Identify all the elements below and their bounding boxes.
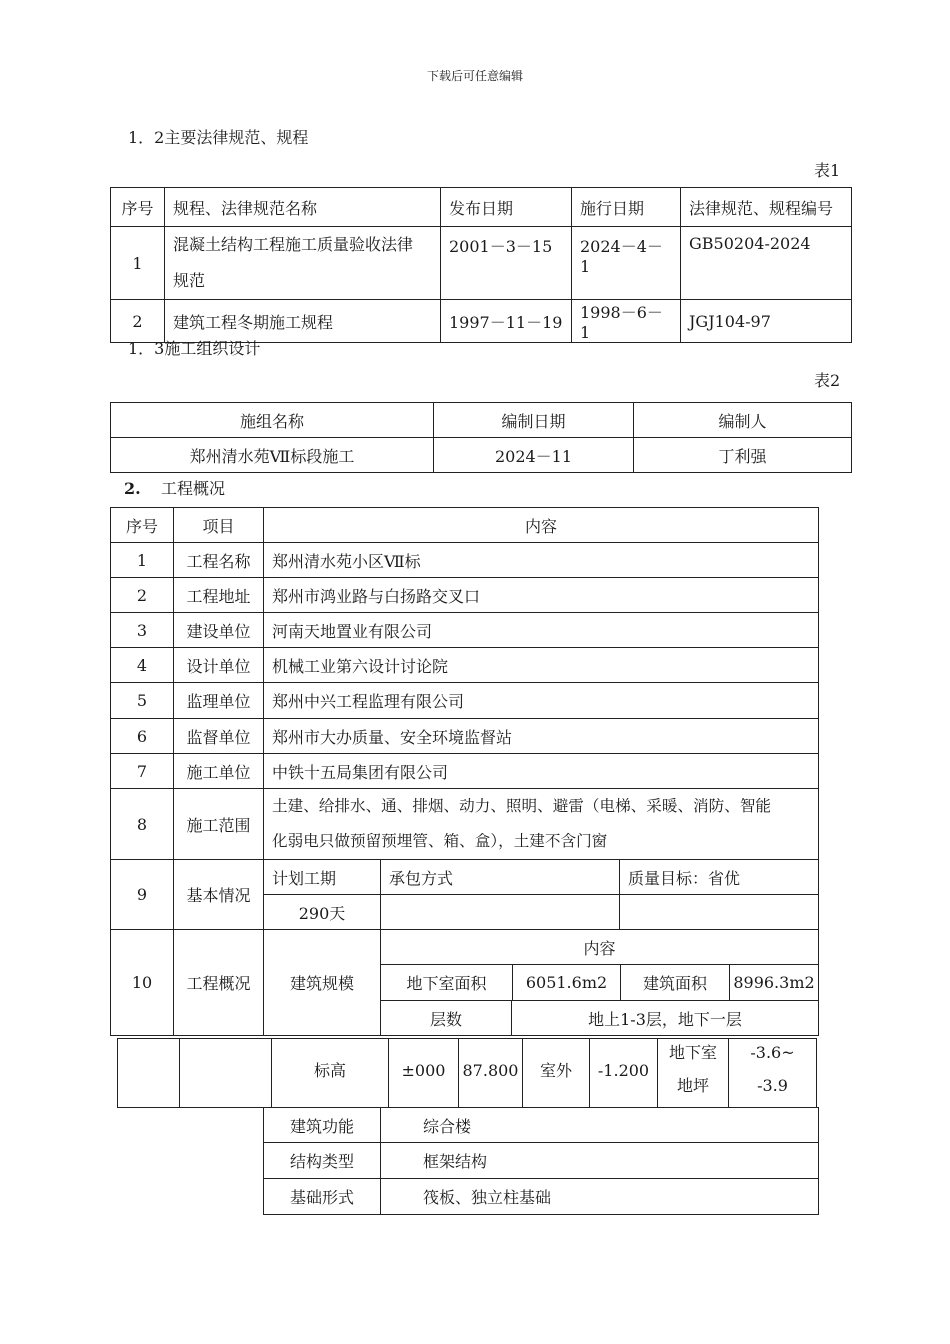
item-content: 土建、给排水、通、排烟、动力、照明、避雷（电梯、采暖、消防、智能 化弱电只做预留预埋管、箱、盒），土建不含门窗	[264, 789, 819, 860]
basement-floor-value-1: -3.6~	[750, 1043, 795, 1062]
design-date: 2024－11	[434, 438, 634, 473]
building-area-value: 8996.3m2	[733, 973, 815, 992]
basement-area-label: 地下室面积	[406, 974, 487, 993]
table-row	[111, 930, 819, 965]
table-project-overview	[110, 507, 819, 1036]
item-label: 监理单位	[174, 683, 264, 719]
row-number: 2	[111, 300, 165, 343]
law-code: GB50204-2024	[681, 227, 852, 300]
item-content: 郑州清水苑小区Ⅶ标	[264, 543, 819, 578]
table-row	[111, 227, 852, 300]
table-row	[111, 438, 852, 473]
table-building-details	[263, 1107, 819, 1215]
header-cell: 项目	[174, 508, 264, 543]
header-cell: 施行日期	[572, 188, 681, 227]
item-label: 设计单位	[174, 648, 264, 683]
law-code: JGJ104-97	[681, 300, 852, 343]
building-area-label: 建筑面积	[642, 974, 707, 993]
table-row	[111, 648, 819, 683]
row-number: 10	[111, 930, 174, 1036]
table-row	[111, 578, 819, 613]
table-row	[111, 719, 819, 754]
table-laws	[110, 187, 852, 343]
table-row	[264, 1143, 819, 1179]
structure-value: 框架结构	[381, 1143, 819, 1179]
basement-floor-label-2: 地坪	[676, 1076, 709, 1095]
table-row	[111, 508, 819, 543]
function-label: 建筑功能	[264, 1108, 381, 1143]
outdoor-label: 室外	[539, 1061, 572, 1080]
item-content: 郑州市鸿业路与白扬路交叉口	[264, 578, 819, 613]
plan-duration-value: 290天	[264, 895, 381, 930]
header-cell: 施组名称	[111, 403, 434, 438]
header-cell: 发布日期	[441, 188, 572, 227]
table-row	[111, 300, 852, 343]
item-content: 河南天地置业有限公司	[264, 613, 819, 648]
foundation-label: 基础形式	[264, 1179, 381, 1215]
table-row	[111, 188, 852, 227]
function-value: 综合楼	[381, 1108, 819, 1143]
item-content: 郑州中兴工程监理有限公司	[264, 683, 819, 719]
row-number: 1	[111, 227, 165, 300]
outdoor-value: -1.200	[597, 1061, 650, 1080]
row-number: 1	[111, 543, 174, 578]
table-row	[111, 754, 819, 789]
row-number: 7	[111, 754, 174, 789]
basement-floor-label-1: 地下室	[668, 1043, 717, 1062]
elevation-zero: ±000	[401, 1061, 446, 1080]
row-number: 3	[111, 613, 174, 648]
section-2-title: 工程概况	[161, 479, 226, 498]
plan-duration-label: 计划工期	[264, 860, 381, 895]
header-cell: 编制人	[634, 403, 852, 438]
item-label: 施工单位	[174, 754, 264, 789]
law-name: 建筑工程冬期施工规程	[165, 300, 441, 343]
law-name: 混凝土结构工程施工质量验收法律 规范	[165, 227, 441, 300]
quality-target-value	[620, 895, 819, 930]
header-cell: 法律规范、规程编号	[681, 188, 852, 227]
effective-date: 1998－6－1	[572, 300, 681, 343]
table-row	[111, 860, 819, 895]
header-cell: 内容	[264, 508, 819, 543]
contract-mode-label: 承包方式	[381, 860, 620, 895]
foundation-value: 筏板、独立柱基础	[381, 1179, 819, 1215]
design-name: 郑州清水苑Ⅶ标段施工	[111, 438, 434, 473]
design-author: 丁利强	[634, 438, 852, 473]
scale-label: 建筑规模	[264, 930, 381, 1036]
publish-date: 1997－11－19	[441, 300, 572, 343]
table-row	[111, 683, 819, 719]
elevation-value: 87.800	[462, 1061, 519, 1080]
section-1-2-title: 1．2主要法律规范、规程	[128, 128, 309, 147]
section-1-3-title: 1．3施工组织设计	[128, 339, 261, 358]
basement-floor-value-2: -3.9	[757, 1076, 788, 1095]
table-construction-design	[110, 402, 852, 473]
table-row	[111, 789, 819, 860]
item-content: 郑州市大办质量、安全环境监督站	[264, 719, 819, 754]
header-note: 下载后可任意编辑	[426, 69, 523, 83]
row-number: 5	[111, 683, 174, 719]
table1-label: 表1	[814, 161, 841, 180]
quality-target: 质量目标：省优	[620, 860, 819, 895]
basement-area-value: 6051.6m2	[525, 973, 608, 992]
content-header: 内容	[381, 930, 819, 965]
item-content: 中铁十五局集团有限公司	[264, 754, 819, 789]
table-row	[264, 1179, 819, 1215]
header-cell: 序号	[111, 188, 165, 227]
item-label: 工程概况	[174, 930, 264, 1036]
contract-mode-value	[381, 895, 620, 930]
header-cell: 序号	[111, 508, 174, 543]
floors-label: 层数	[381, 1001, 512, 1036]
row-number: 6	[111, 719, 174, 754]
elevation-label: 标高	[313, 1061, 346, 1080]
elevation-row	[117, 1038, 817, 1108]
item-label: 工程地址	[174, 578, 264, 613]
structure-label: 结构类型	[264, 1143, 381, 1179]
floors-value: 地上1-3层，地下一层	[512, 1001, 819, 1036]
row-number: 4	[111, 648, 174, 683]
publish-date: 2001－3－15	[441, 227, 572, 300]
table-row	[111, 403, 852, 438]
row-number: 9	[111, 860, 174, 930]
table2-label: 表2	[814, 371, 841, 390]
table-row	[111, 613, 819, 648]
row-number: 8	[111, 789, 174, 860]
header-cell: 规程、法律规范名称	[165, 188, 441, 227]
table-row	[264, 1108, 819, 1143]
item-label: 基本情况	[174, 860, 264, 930]
table-row	[111, 543, 819, 578]
item-label: 监督单位	[174, 719, 264, 754]
item-content: 机械工业第六设计讨论院	[264, 648, 819, 683]
item-label: 施工范围	[174, 789, 264, 860]
item-label: 建设单位	[174, 613, 264, 648]
area-cell	[381, 965, 819, 1001]
item-label: 工程名称	[174, 543, 264, 578]
header-cell: 编制日期	[434, 403, 634, 438]
row-number: 2	[111, 578, 174, 613]
section-2-number: 2.	[124, 479, 141, 498]
effective-date: 2024－4－1	[572, 227, 681, 300]
